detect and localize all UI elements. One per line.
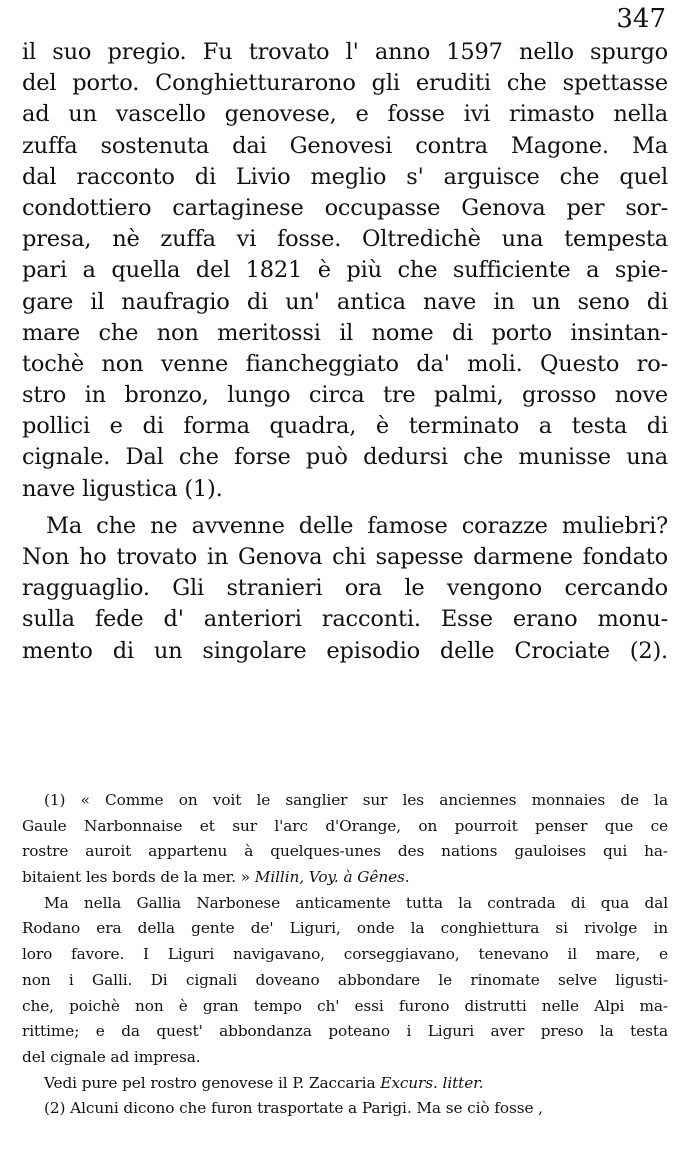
text-line: gare il naufragio di un' antica nave in un seno di [22,288,668,315]
text-line: pollici e di forma quadra, è terminato a testa di [22,413,668,440]
footnote-line: non i Galli. Di cignali doveano abbondare le rinomate selve ligusti- [22,970,668,989]
footnote-line: loro favore. I Liguri navigavano, corseggiavano, tenevano il mare, e [22,945,668,964]
text-line: pari a quella del 1821 è più che sufficiente a spie- [22,257,668,284]
footnote-vedi-citation: Excurs. litter. [380,1073,484,1092]
text-line: mento di un singolare episodio delle Crociate (2). [22,637,668,664]
footnote-line [22,865,668,891]
text-line: nave ligustica (1). [22,475,223,502]
footnote-line: del cignale ad impresa. [22,1047,201,1066]
main-text [22,37,668,667]
footnote-2 [22,1096,668,1122]
footnote-vedi-text: Vedi pure pel rostro genovese il P. Zaccaria [44,1073,381,1092]
footnote-1 [22,788,668,1096]
footnote-line: rittime; e da quest' abbondanza poteano i Liguri aver preso la testa [22,1022,668,1041]
text-line: dal racconto di Livio meglio s' arguisce che quel [22,163,668,190]
text-line: stro in bronzo, lungo circa tre palmi, grosso nove [22,382,668,409]
footnotes [22,788,668,1122]
footnote-line: (2) Alcuni dicono che furon trasportate a Parigi. Ma se ciò fosse , [44,1099,543,1118]
text-line: tochè non venne fiancheggiato da' moli. Questo ro- [22,350,668,377]
text-line: Ma che ne avvenne delle famose corazze muliebri? [46,512,668,539]
footnote-line: (1) « Comme on voit le sanglier sur les anciennes monnaies de la [44,791,668,809]
text-line: cignale. Dal che forse può dedursi che munisse una [22,444,668,471]
footnote-citation: Millin, Voy. à Gênes. [254,868,410,887]
footnote-line: Ma nella Gallia Narbonese anticamente tutta la contrada di qua dal [44,893,668,912]
footnote-line: Rodano era della gente de' Liguri, onde la conghiettura si rivolge in [22,919,668,938]
paragraph-1 [22,37,668,505]
paragraph-2 [22,511,668,667]
text-line: condottiero cartaginese occupasse Genova per sor- [22,194,668,221]
text-line: ad un vascello genovese, e fosse ivi rimasto nella [22,101,668,128]
footnote-line [22,1071,668,1097]
page-number: 347 [616,4,666,34]
text-line: mare che non meritossi il nome di porto insintan- [22,319,668,346]
footnote-line: rostre auroit appartenu à quelques-unes des nations gauloises qui ha- [22,842,668,861]
footnote-quote-end: bitaient les bords de la mer. » [22,868,255,887]
footnote-line: che, poichè non è gran tempo ch' essi furono distrutti nelle Alpi ma- [22,996,668,1015]
text-line: del porto. Conghietturarono gli eruditi che spettasse [22,70,668,97]
footnote-line: Gaule Narbonnaise et sur l'arc d'Orange, on pourroit penser que ce [22,816,668,835]
text-line: il suo pregio. Fu trovato l' anno 1597 nello spurgo [22,39,668,65]
text-line: zuffa sostenuta dai Genovesi contra Magone. Ma [22,132,668,159]
text-line: presa, nè zuffa vi fosse. Oltredichè una tempesta [22,226,668,253]
text-line: sulla fede d' anteriori racconti. Esse erano monu- [22,606,668,633]
text-line: Non ho trovato in Genova chi sapesse darmene fondato [22,544,668,570]
text-line: ragguaglio. Gli stranieri ora le vengono cercando [22,575,668,602]
